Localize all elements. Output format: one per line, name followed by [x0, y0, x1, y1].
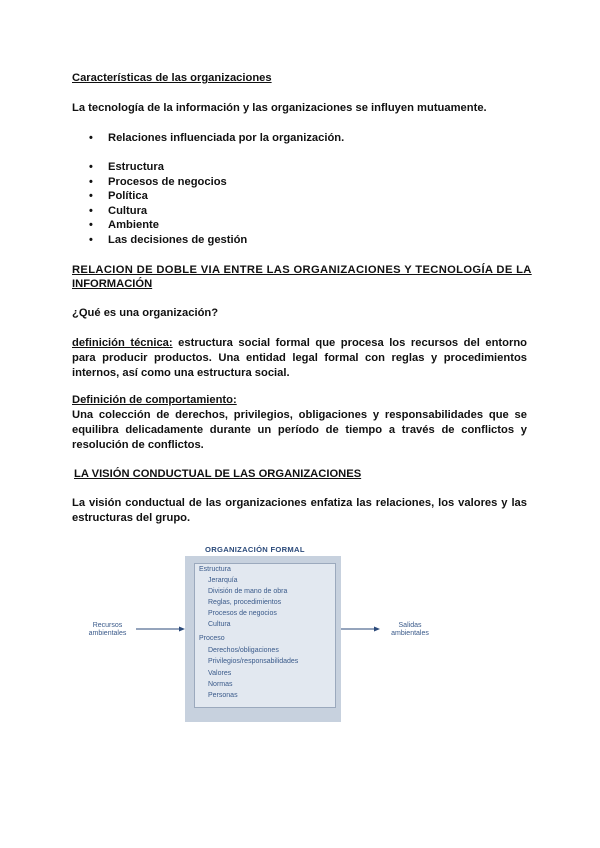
technical-definition-label: definición técnica: — [72, 337, 173, 349]
list-item — [72, 175, 247, 190]
organization-diagram — [80, 540, 460, 720]
list-item-text: Procesos de negocios — [108, 175, 227, 188]
list-item — [72, 131, 344, 146]
diagram-item: Derechos/obligaciones — [208, 647, 279, 654]
list-item — [72, 189, 247, 204]
diagram-input-label-line2: ambientales — [88, 630, 127, 637]
diagram-item: División de mano de obra — [208, 588, 288, 595]
list-item — [72, 204, 247, 219]
diagram-group-process: Proceso — [199, 635, 225, 642]
diagram-input-label-line1: Recursos — [92, 622, 123, 629]
section2-title: LA VISIÓN CONDUCTUAL DE LAS ORGANIZACIONES — [74, 468, 362, 480]
diagram-item: Procesos de negocios — [208, 610, 277, 617]
diagram-item: Valores — [208, 670, 232, 677]
section1-title-line1: RELACION DE DOBLE VIA ENTRE LAS ORGANIZACIONES Y TECNOLOGÍA DE LA — [72, 264, 532, 276]
diagram-output-label-line1: Salidas — [398, 622, 422, 629]
arrow-out — [341, 627, 380, 632]
list-item-text: Cultura — [108, 204, 148, 217]
diagram-item: Personas — [208, 692, 238, 699]
list-item-text: Relaciones influenciada por la organización. — [108, 132, 345, 144]
list-item-text: Las decisiones de gestión — [108, 233, 248, 246]
behavioral-definition-text: Una colección de derechos, privilegios, obligaciones y responsabilidades que se equilibra delicadamente durante un período de tiempo a través de conflictos y resolución de conflictos. — [72, 409, 527, 451]
page-heading: Características de las organizaciones — [72, 72, 272, 84]
behavioral-definition-label: Definición de comportamiento: — [72, 394, 237, 406]
diagram-item: Normas — [208, 681, 233, 688]
list-item-text: Política — [108, 190, 148, 203]
technical-definition-text: estructura social formal que procesa los recursos del entorno para producir productos. Una entidad legal formal con reglas y procedimientos internos, así como una estructura social. — [72, 337, 528, 379]
section1-title-line2: INFORMACIÓN — [72, 278, 153, 290]
diagram-arrows — [80, 540, 460, 730]
list-item-text: Estructura — [108, 161, 164, 173]
technical-definition — [72, 336, 527, 381]
diagram-title: ORGANIZACIÓN FORMAL — [205, 545, 305, 554]
bullet-list — [72, 160, 247, 248]
diagram-group-structure: Estructura — [199, 566, 231, 573]
list-item — [72, 218, 247, 233]
diagram-item: Jerarquía — [208, 577, 238, 584]
intro-text: La tecnología de la información y las organizaciones se influyen mutuamente. — [72, 102, 487, 114]
arrow-in — [136, 627, 185, 632]
diagram-item: Reglas, procedimientos — [208, 599, 282, 606]
list-item-text: Ambiente — [108, 219, 159, 232]
list-item — [72, 233, 247, 248]
list-item — [72, 160, 247, 175]
diagram-output-label-line2: ambientales — [391, 630, 429, 637]
diagram-item: Privilegios/responsabilidades — [208, 658, 299, 665]
section2-text: La visión conductual de las organizaciones enfatiza las relaciones, los valores y las estructuras del grupo. — [72, 497, 527, 524]
question-text: ¿Qué es una organización? — [72, 307, 219, 319]
main-bullet-list — [72, 131, 344, 146]
diagram-item: Cultura — [208, 621, 231, 628]
